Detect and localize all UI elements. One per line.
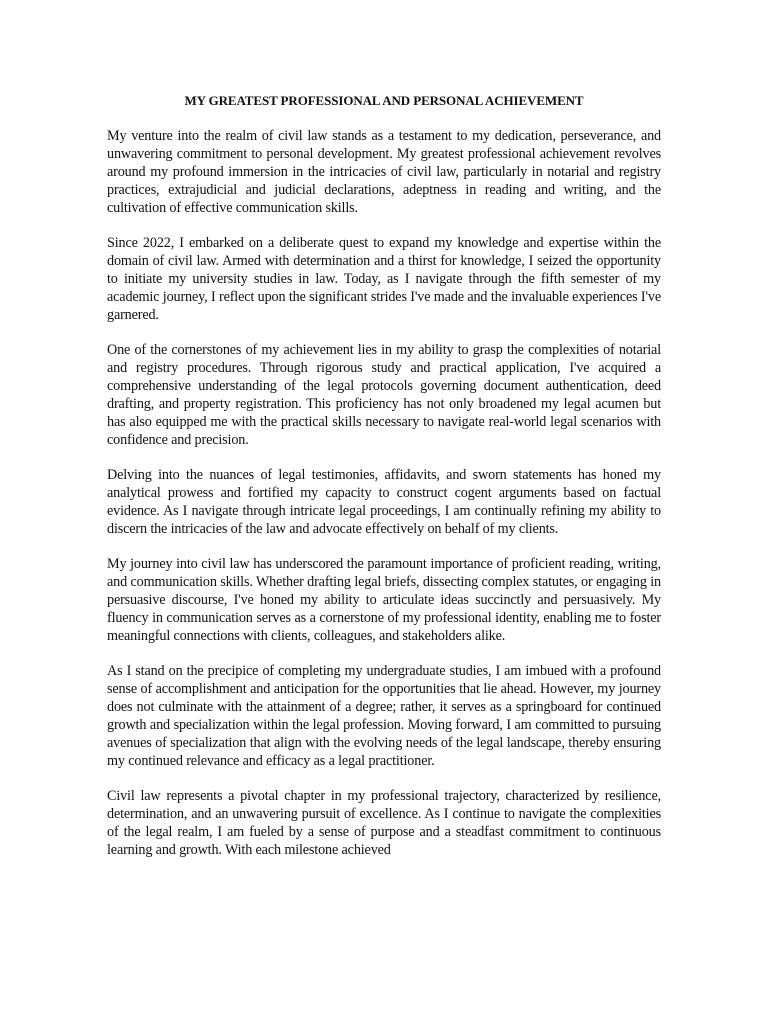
paragraph-4: Delving into the nuances of legal testimonies, affidavits, and sworn statements has honed my analytical prowess and fortified my capacity to construct cogent arguments based on factual evidence. As I navigate through intricate legal proceedings, I am continually refining my ability to discern the intricacies of the law and advocate effectively on behalf of my clients. [107, 467, 661, 537]
paragraph-2: Since 2022, I embarked on a deliberate quest to expand my knowledge and expertise within the domain of civil law. Armed with determination and a thirst for knowledge, I seized the opportunity to initiate my university studies in law. Today, as I navigate through the fifth semester of my academic journey, I reflect upon the significant strides I've made and the invaluable experiences I've garnered. [107, 235, 661, 323]
paragraph-1: My venture into the realm of civil law stands as a testament to my dedication, perseverance, and unwavering commitment to personal development. My greatest professional achievement revolves around my profound immersion in the intricacies of civil law, particularly in notarial and registry practices, extrajudicial and judicial declarations, adeptness in reading and writing, and the cultivation of effective communication skills. [107, 128, 661, 216]
paragraph-5: My journey into civil law has underscored the paramount importance of proficient reading, writing, and communication skills. Whether drafting legal briefs, dissecting complex statutes, or engaging in persuasive discourse, I've honed my ability to articulate ideas succinctly and persuasively. My fluency in communication serves as a cornerstone of my professional identity, enabling me to foster meaningful connections with clients, colleagues, and stakeholders alike. [107, 556, 661, 644]
paragraph-6: As I stand on the precipice of completing my undergraduate studies, I am imbued with a profound sense of accomplishment and anticipation for the opportunities that lie ahead. However, my journey does not culminate with the attainment of a degree; rather, it serves as a springboard for continued growth and specialization within the legal profession. Moving forward, I am committed to pursuing avenues of specialization that align with the evolving needs of the legal landscape, thereby ensuring my continued relevance and efficacy as a legal practitioner. [107, 663, 661, 769]
document-title: MY GREATEST PROFESSIONAL AND PERSONAL ACHIEVEMENT [184, 93, 584, 108]
paragraph-3: One of the cornerstones of my achievement lies in my ability to grasp the complexities of notarial and registry procedures. Through rigorous study and practical application, I've acquired a comprehensive understanding of the legal protocols governing document authentication, deed drafting, and property registration. This proficiency has not only broadened my legal acumen but has also equipped me with the practical skills necessary to navigate real-world legal scenarios with confidence and precision. [107, 342, 661, 448]
paragraph-7: Civil law represents a pivotal chapter in my professional trajectory, characterized by resilience, determination, and an unwavering pursuit of excellence. As I continue to navigate the complexities of the legal realm, I am fueled by a sense of purpose and a steadfast commitment to continuous learning and growth. With each milestone achieved [107, 788, 661, 858]
